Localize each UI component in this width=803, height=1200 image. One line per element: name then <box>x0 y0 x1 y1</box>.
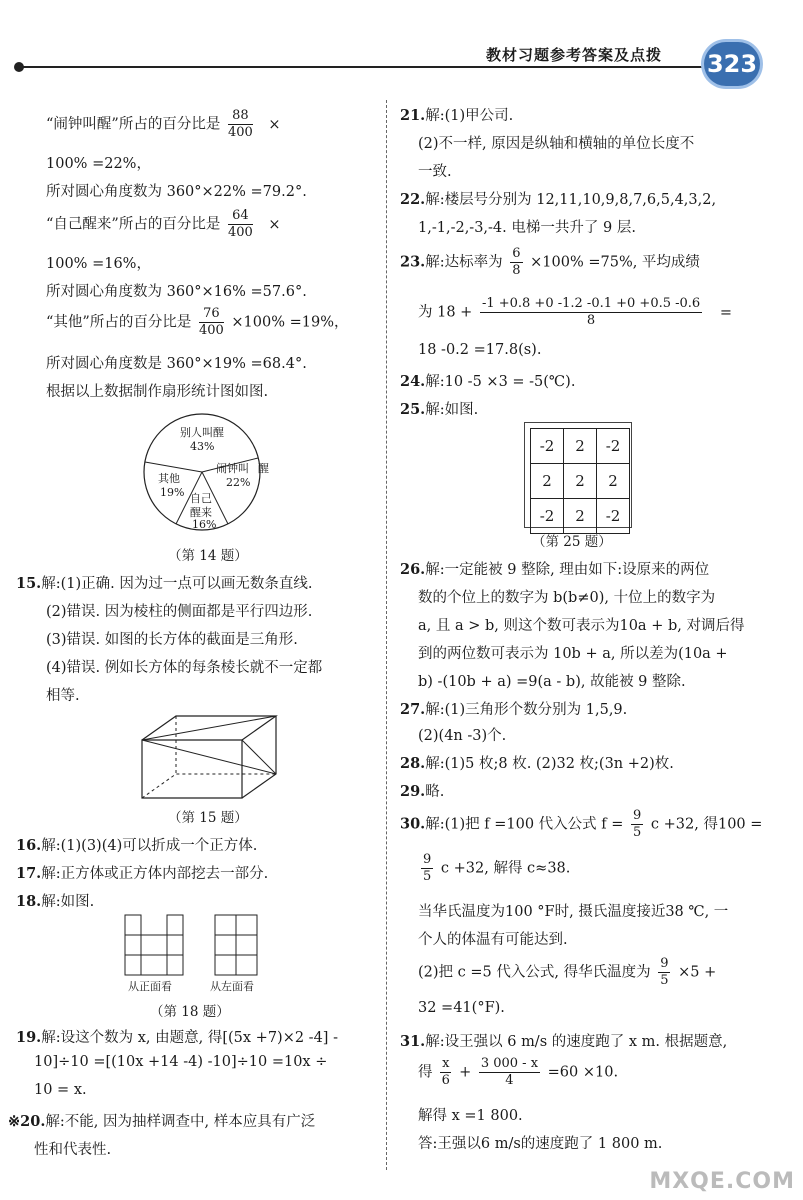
pie-label: 醒 <box>258 462 269 475</box>
text-line: 32 =41(°F). <box>418 1000 505 1016</box>
grid-cell: -2 <box>531 499 564 534</box>
text-line: (2)错误. 因为棱柱的侧面都是平行四边形. <box>46 604 313 620</box>
text-line: (4)错误. 例如长方体的每条棱长就不一定都 <box>46 660 323 676</box>
text-line: $\frac{9}{5}$ c +32, 解得 c≈38. <box>423 852 571 884</box>
text-line: 24.解:10 -5 ×3 = -5(℃). <box>400 373 576 390</box>
pie-label: 43% <box>190 440 215 453</box>
figure-caption: （第 18 题） <box>150 1004 230 1020</box>
text-line: 数的个位上的数字为 b(b≠0), 十位上的数字为 <box>418 590 716 606</box>
text-line: “闹钟叫醒”所占的百分比是 $\frac{88}{400}$ × <box>46 108 281 140</box>
watermark: MXQE.COM <box>649 1169 795 1194</box>
grid-cell: 2 <box>597 464 630 499</box>
text-line: ※20.解:不能, 因为抽样调查中, 样本应具有广泛 <box>8 1113 316 1130</box>
fraction: $\frac{9}{5}$ <box>423 852 432 884</box>
header-title: 教材习题参考答案及点拨 <box>486 46 663 64</box>
grid-cell: -2 <box>597 499 630 534</box>
text-line: 1,-1,-2,-3,-4. 电梯一共升了 9 层. <box>418 220 636 236</box>
text-line: 27.解:(1)三角形个数分别为 1,5,9. <box>400 701 628 718</box>
text-line: 当华氏温度为100 °F时, 摄氏温度接近38 ℃, 一 <box>418 904 729 920</box>
text-line: a, 且 a > b, 则这个数可表示为10a + b, 对调后得 <box>418 618 745 634</box>
view-label: 从正面看 <box>128 980 172 993</box>
cuboid-figure <box>136 712 286 804</box>
fraction: $\frac{64}{400}$ <box>227 208 253 240</box>
fraction: $\frac{76}{400}$ <box>198 306 224 338</box>
figure-caption: （第 14 题） <box>168 548 248 564</box>
text-line: 31.解:设王强以 6 m/s 的速度跑了 x m. 根据题意, <box>400 1033 728 1050</box>
text-line: (2)(4n -3)个. <box>418 728 507 744</box>
text-line: 得 $\frac{x}{6}$ + $\frac{3 000 - x}{4}$ =60 ×10. <box>418 1056 619 1088</box>
text-line: 所对圆心角度数是 360°×19% =68.4°. <box>46 356 307 372</box>
figure-caption: （第 15 题） <box>168 810 248 826</box>
text-line: 26.解:一定能被 9 整除, 理由如下:设原来的两位 <box>400 561 710 578</box>
text-line: (2)不一样, 原因是纵轴和横轴的单位长度不 <box>418 136 695 152</box>
text-line: 10 = x. <box>34 1082 87 1098</box>
fraction: $\frac{3 000 - x}{4}$ <box>480 1056 539 1088</box>
left-column <box>0 0 380 1200</box>
text-line: 19.解:设这个数为 x, 由题意, 得[(5x +7)×2 -4] - <box>16 1029 338 1046</box>
text-line: 答:王强以6 m/s的速度跑了 1 800 m. <box>418 1136 663 1152</box>
text-line: 30.解:(1)把 f =100 代入公式 f = $\frac{9}{5}$ c +32, 得100 = <box>400 808 763 840</box>
text-line: 28.解:(1)5 枚;8 枚. (2)32 枚;(3n +2)枚. <box>400 755 674 772</box>
fraction: $\frac{-1 +0.8 +0 -1.2 -0.1 +0 +0.5 -0.6}{8}$ <box>481 296 701 328</box>
figure-caption: （第 25 题） <box>532 534 612 550</box>
fraction: $\frac{9}{5}$ <box>633 808 642 840</box>
view-label: 从左面看 <box>210 980 254 993</box>
fraction: $\frac{x}{6}$ <box>441 1056 450 1088</box>
text-line: 16.解:(1)(3)(4)可以折成一个正方体. <box>16 837 258 854</box>
text-line: 一致. <box>418 164 452 180</box>
pie-label: 其他 <box>158 472 180 485</box>
grid-cell: 2 <box>564 429 597 464</box>
front-view-grid <box>124 914 184 976</box>
text-line: 所对圆心角度数为 360°×16% =57.6°. <box>46 284 307 300</box>
number-grid <box>530 428 630 534</box>
text-line: 17.解:正方体或正方体内部挖去一部分. <box>16 865 269 882</box>
text-line: 18.解:如图. <box>16 893 95 910</box>
text-line: “其他”所占的百分比是 $\frac{76}{400}$ ×100% =19%， <box>46 306 349 338</box>
pie-label: 19% <box>160 486 185 499</box>
text-line: 18 -0.2 =17.8(s). <box>418 342 542 358</box>
text-line: (3)错误. 如图的长方体的截面是三角形. <box>46 632 298 648</box>
text-line: 21.解:(1)甲公司. <box>400 107 514 124</box>
grid-cell: -2 <box>597 429 630 464</box>
fraction: $\frac{9}{5}$ <box>660 956 669 988</box>
pie-label: 自己 <box>190 492 212 505</box>
text-line: 解得 x =1 800. <box>418 1108 523 1124</box>
text-line: 100% =16%， <box>46 256 151 272</box>
text-line: 根据以上数据制作扇形统计图如图. <box>46 384 269 400</box>
pie-label: 22% <box>226 476 251 489</box>
text-line: (2)把 c =5 代入公式, 得华氏温度为 $\frac{9}{5}$ ×5 + <box>418 956 717 988</box>
column-divider <box>386 100 387 1170</box>
text-line: 29.略. <box>400 783 445 800</box>
left-view-grid <box>214 914 258 976</box>
text-line: 15.解:(1)正确. 因为过一点可以画无数条直线. <box>16 575 313 592</box>
pie-label: 醒来 <box>190 506 212 519</box>
text-line: 所对圆心角度数为 360°×22% =79.2°. <box>46 184 307 200</box>
grid-cell: 2 <box>564 499 597 534</box>
page-number-badge: 323 <box>704 42 760 86</box>
text-line: 个人的体温有可能达到. <box>418 932 568 948</box>
fraction: $\frac{6}{8}$ <box>512 246 521 278</box>
text-line: 性和代表性. <box>34 1142 112 1158</box>
text-line: “自己醒来”所占的百分比是 $\frac{64}{400}$ × <box>46 208 281 240</box>
text-line: 相等. <box>46 688 80 704</box>
text-line: 25.解:如图. <box>400 401 479 418</box>
fraction: $\frac{88}{400}$ <box>227 108 253 140</box>
text-line: 23.解:达标率为 $\frac{6}{8}$ ×100% =75%, 平均成绩 <box>400 246 700 278</box>
text-line: 到的两位数可表示为 10b + a, 所以差为(10a + <box>418 646 728 662</box>
grid-cell: 2 <box>564 464 597 499</box>
text-line: 100% =22%， <box>46 156 151 172</box>
pie-label: 别人叫醒 <box>180 426 224 439</box>
pie-label: 闹钟叫 <box>216 462 249 475</box>
text-line: 为 18 + $\frac{-1 +0.8 +0 -1.2 -0.1 +0 +0.5 -0.6}{8}$ = <box>418 296 732 328</box>
grid-cell: -2 <box>531 429 564 464</box>
text-line: 10]÷10 =[(10x +14 -4) -10]÷10 =10x ÷ <box>34 1054 328 1070</box>
pie-label: 16% <box>192 518 217 531</box>
text-line: b) -(10b + a) =9(a - b), 故能被 9 整除. <box>418 674 686 690</box>
grid-cell: 2 <box>531 464 564 499</box>
text-line: 22.解:楼层号分别为 12,11,10,9,8,7,6,5,4,3,2, <box>400 191 717 208</box>
right-column <box>392 0 797 1200</box>
